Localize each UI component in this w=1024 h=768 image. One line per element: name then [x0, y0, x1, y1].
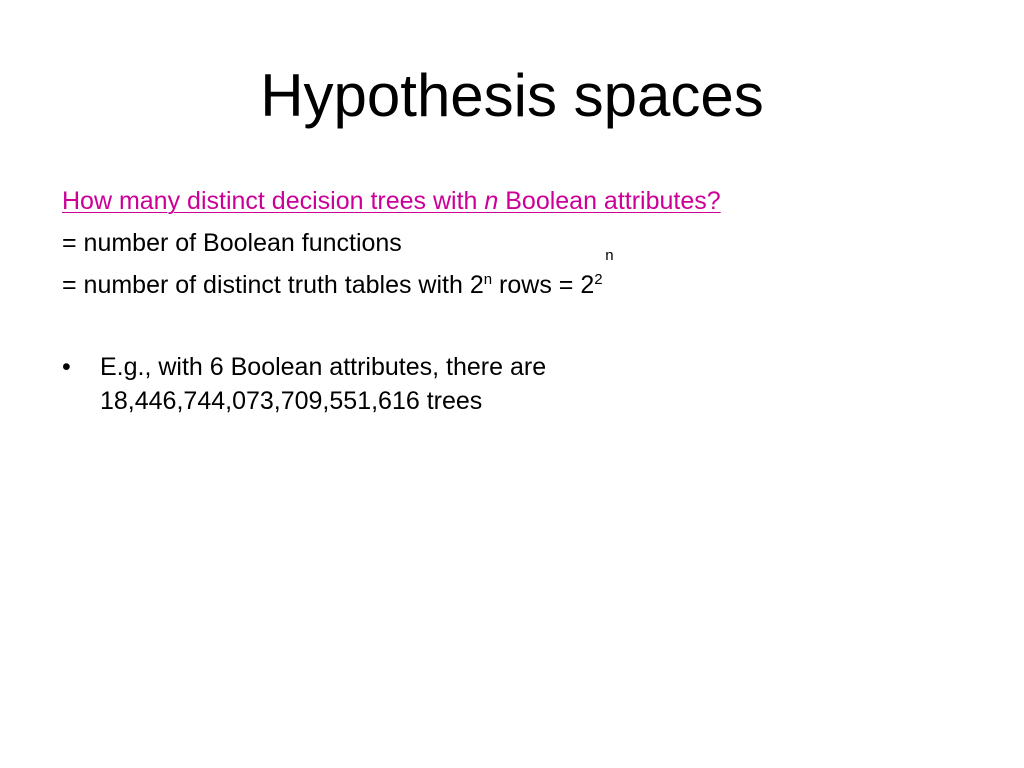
- bullet-marker: •: [62, 353, 71, 381]
- rows-equals-text: rows = 2: [492, 271, 595, 299]
- truth-tables-line: [62, 247, 614, 300]
- question-link[interactable]: [62, 186, 721, 216]
- exponent-n: n: [605, 247, 614, 264]
- boolean-functions-line: = number of Boolean functions: [62, 229, 402, 257]
- variable-n: n: [484, 187, 499, 215]
- question-text-start: How many distinct decision trees with: [62, 187, 485, 215]
- bullet-text: E.g., with 6 Boolean attributes, there are 18,446,744,073,709,551,616 trees: [100, 353, 547, 415]
- double-exponent: [594, 247, 614, 300]
- slide-title: Hypothesis spaces: [260, 62, 764, 129]
- question-text-end: Boolean attributes?: [498, 187, 721, 215]
- exponent-base: 2: [594, 271, 603, 288]
- truth-tables-text: = number of distinct truth tables with 2: [62, 271, 484, 299]
- rows-exponent: n: [483, 271, 493, 288]
